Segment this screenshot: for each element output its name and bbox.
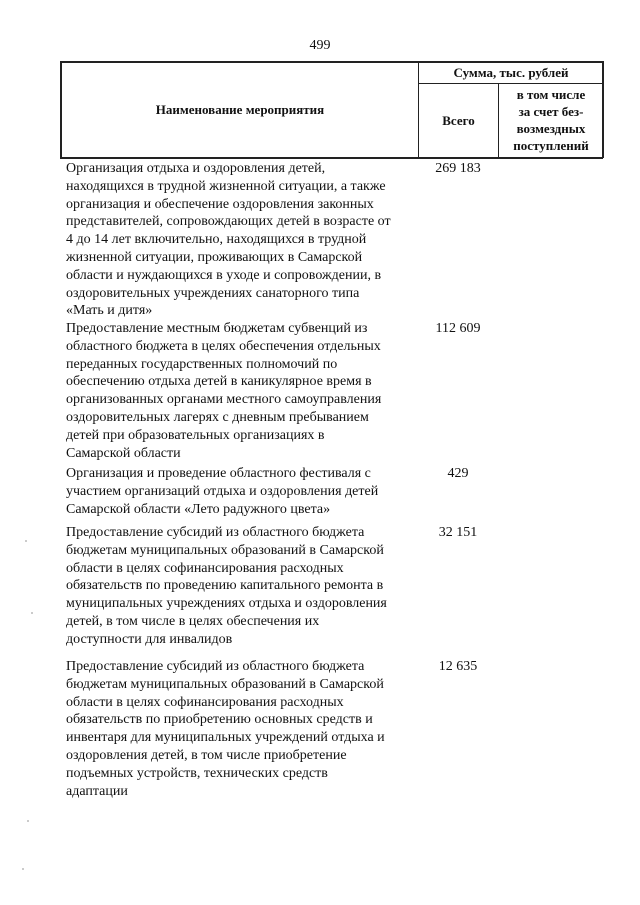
text-line: Самарской области (66, 445, 181, 461)
scan-speck (22, 868, 24, 870)
row-activity-name (66, 160, 416, 320)
text-line: представителей, сопровождающих детей в возрасте от (66, 214, 391, 230)
text-line: Предоставление субсидий из областного бюджета (66, 659, 365, 674)
header-incl-line: поступлений (513, 138, 589, 153)
text-line: подъемных устройств, технических средств (66, 765, 328, 781)
row-activity-name (66, 524, 416, 649)
text-line: области и нуждающихся в уходе и сопровождении, в (66, 267, 382, 283)
text-line: обязательств по проведению капитального ремонта в (66, 578, 384, 594)
row-total-value: 32 151 (438, 525, 478, 540)
header-incl-line: за счет без- (518, 104, 584, 119)
text-line: оздоровительных лагерях с дневным пребыванием (66, 409, 369, 425)
text-line: инвентаря для муниципальных учреждений отдыха и (66, 730, 385, 746)
row-total-value: 269 183 (435, 161, 481, 176)
text-line: организованных органами местного самоуправления (66, 392, 382, 408)
text-line: Организация отдыха и оздоровления детей, (66, 161, 326, 176)
text-line: области в целях софинансирования расходных (66, 694, 344, 710)
text-line: обеспечению отдыха детей в каникулярное время в (66, 374, 372, 390)
scan-speck (31, 612, 33, 614)
row-total-value: 429 (447, 466, 469, 481)
text-line: находящихся в трудной жизненной ситуации, а также (66, 178, 386, 194)
header-sum-group: Сумма, тыс. рублей (453, 65, 569, 80)
header-incl-free-receipts (499, 86, 603, 154)
header-name-column: Наименование мероприятия (155, 102, 325, 117)
text-line: Предоставление местным бюджетам субвенций из (66, 321, 368, 336)
header-bottom-border (60, 157, 603, 159)
scan-speck (27, 820, 29, 822)
text-line: Предоставление субсидий из областного бюджета (66, 525, 365, 540)
text-line: бюджетам муниципальных образований в Самарской (66, 542, 384, 558)
text-line: областного бюджета в целях обеспечения отдельных (66, 338, 381, 354)
page-number: 499 (309, 38, 331, 53)
text-line: оздоровления детей, в том числе приобретение (66, 747, 347, 763)
text-line: организация и обеспечение оздоровления законных (66, 196, 374, 212)
text-line: Самарской области «Лето радужного цвета» (66, 501, 331, 517)
sum-header-divider (418, 83, 603, 84)
text-line: оздоровительных учреждениях санаторного типа (66, 285, 360, 301)
text-line: доступности для инвалидов (66, 631, 233, 647)
text-line: 4 до 14 лет включительно, находящихся в трудной (66, 232, 367, 248)
text-line: Организация и проведение областного фестиваля с (66, 466, 371, 481)
row-activity-name (66, 465, 416, 518)
scan-speck (25, 540, 27, 542)
text-line: обязательств по приобретению основных средств и (66, 712, 373, 728)
row-activity-name (66, 320, 416, 462)
table-top-border (60, 61, 603, 63)
text-line: муниципальных учреждениях отдыха и оздоровления (66, 596, 387, 612)
text-line: участием организаций отдыха и оздоровления детей (66, 483, 379, 499)
text-line: переданных государственных полномочий по (66, 356, 338, 372)
text-line: области в целях софинансирования расходных (66, 560, 344, 576)
text-line: жизненной ситуации, проживающих в Самарской (66, 249, 363, 265)
row-total-value: 12 635 (438, 659, 478, 674)
text-line: адаптации (66, 783, 128, 799)
header-total: Всего (442, 113, 475, 128)
row-activity-name (66, 658, 416, 800)
text-line: детей, в том числе в целях обеспечения их (66, 613, 320, 629)
text-line: детей при образовательных организациях в (66, 427, 325, 443)
header-incl-line: возмездных (516, 121, 586, 136)
text-line: бюджетам муниципальных образований в Самарской (66, 676, 384, 692)
header-incl-line: в том числе (516, 87, 586, 102)
text-line: «Мать и дитя» (66, 303, 153, 319)
row-total-value: 112 609 (435, 321, 481, 336)
